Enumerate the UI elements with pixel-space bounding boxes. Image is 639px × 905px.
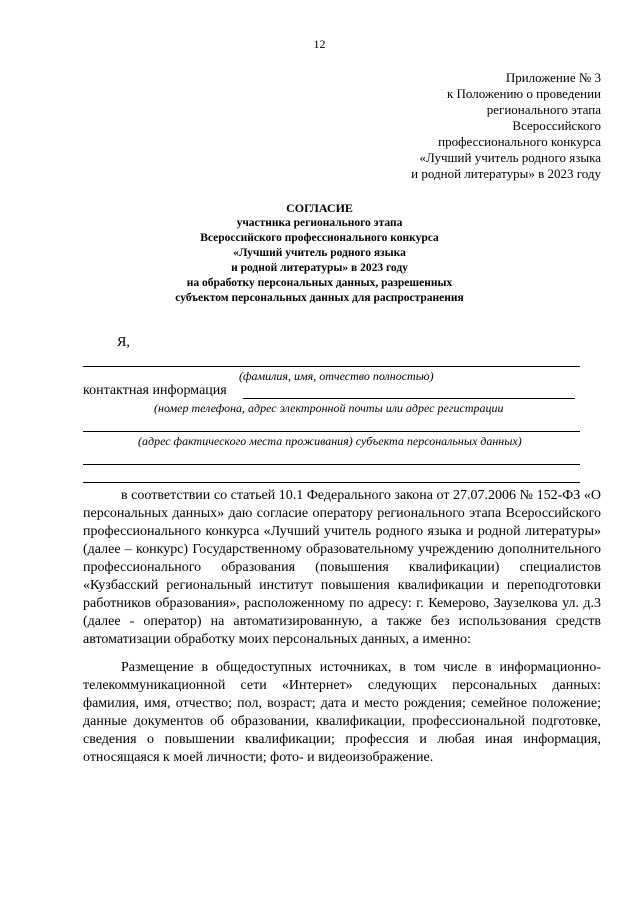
contact-label: контактная информация	[83, 383, 227, 398]
page-number: 12	[313, 37, 326, 51]
address-caption: (адрес фактического места проживания) субъекта персональных данных)	[138, 434, 522, 448]
appendix-line: профессионального конкурса	[438, 134, 601, 149]
ya-label: Я,	[117, 335, 130, 350]
appendix-line: регионального этапа	[486, 102, 601, 117]
consent-paragraph-2: Размещение в общедоступных источниках, в том числе в информационно-телекоммуникационной сети «Интернет» следующих персональных данных: фамилия, имя, отчество; пол, возраст; дата и место рождения; семейное положение; данные документов об образовании, квалификации, профессиональной подготовке, сведения о повышении квалификации; профессия и любая иная информация, относящаяся к моей личности; фото- и видеоизображение.	[83, 660, 601, 765]
contact-caption: (номер телефона, адрес электронной почты или адрес регистрации	[154, 401, 504, 415]
appendix-line: «Лучший учитель родного языка	[419, 150, 601, 165]
fio-line[interactable]	[83, 366, 580, 367]
appendix-header	[411, 70, 601, 182]
contact-line[interactable]	[243, 398, 575, 399]
fio-caption: (фамилия, имя, отчество полностью)	[239, 369, 434, 383]
title-line: Всероссийского профессионального конкурса	[200, 232, 439, 244]
document-title	[0, 201, 639, 306]
appendix-line: и родной литературы» в 2023 году	[411, 166, 601, 181]
title-line: участника регионального этапа	[236, 217, 403, 229]
blank-line-1[interactable]	[83, 464, 580, 465]
title-line: субъектом персональных данных для распространения	[175, 292, 464, 304]
appendix-line: Приложение № 3	[505, 70, 601, 85]
title-main: СОГЛАСИЕ	[286, 201, 353, 215]
appendix-line: к Положению о проведении	[446, 86, 601, 101]
title-line: и родной литературы» в 2023 году	[231, 262, 408, 274]
title-line: на обработку персональных данных, разрешенных	[186, 277, 453, 289]
consent-paragraph-1: в соответствии со статьей 10.1 Федерального закона от 27.07.2006 № 152-ФЗ «О персональных данных» даю согласие оператору регионального этапа Всероссийского профессионального конкурса «Лучший учитель родного языка и родной литературы» (далее – конкурс) Государственному образовательному учреждению дополнительного профессионального образования (повышения квалификации) специалистов «Кузбасский региональный институт повышения квалификации и переподготовки работников образования», расположенному по адресу: г. Кемерово, Заузелкова ул. д.3 (далее - оператор) на автоматизированную, а также без использования средств автоматизации обработку моих персональных данных, а именно:	[83, 488, 601, 647]
blank-line-2[interactable]	[83, 482, 580, 483]
appendix-line: Всероссийского	[512, 118, 601, 133]
title-line: «Лучший учитель родного языка	[233, 247, 406, 259]
address-line[interactable]	[83, 431, 580, 432]
